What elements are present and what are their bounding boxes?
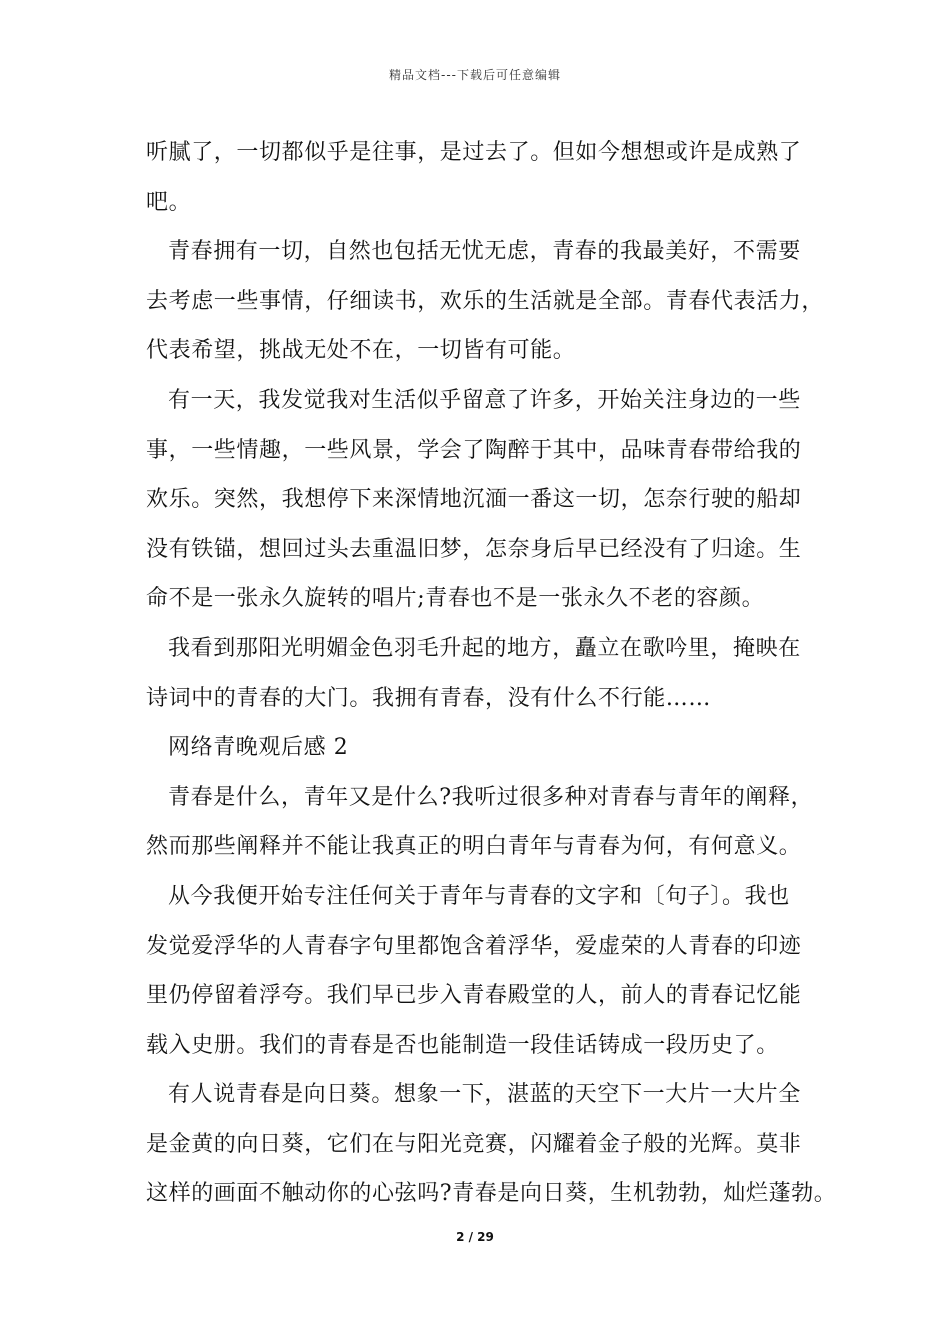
text-line-22: 这样的画面不触动你的心弦吗?青春是向日葵，生机勃勃，灿烂蓬勃。 — [146, 1181, 837, 1207]
text-line-11: 我看到那阳光明媚金色羽毛升起的地方，矗立在歌吟里，掩映在 — [168, 635, 801, 661]
text-line-20: 有人说青春是向日葵。想象一下，湛蓝的天空下一大片一大片全 — [168, 1082, 801, 1108]
text-line-5: 代表希望，挑战无处不在，一切皆有可能。 — [146, 338, 576, 364]
page-number: 2 / 29 — [456, 1230, 494, 1244]
section-heading: 网络青晚观后感 2 — [168, 735, 349, 761]
text-line-4: 去考虑一些事情，仔细读书，欢乐的生活就是全部。青春代表活力， — [146, 288, 825, 314]
text-line-21: 是金黄的向日葵，它们在与阳光竞赛，闪耀着金子般的光辉。莫非 — [146, 1131, 802, 1157]
text-line-16: 从今我便开始专注任何关于青年与青春的文字和〔句子〕。我也 — [168, 883, 790, 909]
text-line-19: 载入史册。我们的青春是否也能制造一段佳话铸成一段历史了。 — [146, 1032, 779, 1058]
text-line-9: 没有铁锚，想回过头去重温旧梦，怎奈身后早已经没有了归途。生 — [146, 536, 802, 562]
text-line-1: 听腻了，一切都似乎是往事，是过去了。但如今想想或许是成熟了 — [146, 140, 802, 165]
text-line-8: 欢乐。突然，我想停下来深情地沉湎一番这一切，怎奈行驶的船却 — [146, 487, 802, 513]
text-line-14: 青春是什么，青年又是什么?我听过很多种对青春与青年的阐释， — [168, 784, 814, 810]
text-line-2: 吧。 — [146, 189, 192, 215]
text-line-18: 里仍停留着浮夸。我们早已步入青春殿堂的人，前人的青春记忆能 — [146, 983, 802, 1009]
page-header: 精品文档---下载后可任意编辑 — [389, 68, 561, 82]
text-line-6: 有一天，我发觉我对生活似乎留意了许多，开始关注身边的一些 — [168, 387, 801, 413]
text-line-7: 事，一些情趣，一些风景，学会了陶醉于其中，品味青春带给我的 — [146, 437, 802, 463]
text-line-10: 命不是一张永久旋转的唱片;青春也不是一张永久不老的容颜。 — [146, 586, 765, 612]
text-line-15: 然而那些阐释并不能让我真正的明白青年与青春为何，有何意义。 — [146, 834, 802, 860]
text-line-12: 诗词中的青春的大门。我拥有青春，没有什么不行能…… — [146, 685, 712, 711]
document-body — [146, 128, 837, 1219]
text-line-3: 青春拥有一切，自然也包括无忧无虑，青春的我最美好，不需要 — [168, 239, 801, 265]
text-line-17: 发觉爱浮华的人青春字句里都饱含着浮华，爱虚荣的人青春的印迹 — [146, 933, 802, 959]
